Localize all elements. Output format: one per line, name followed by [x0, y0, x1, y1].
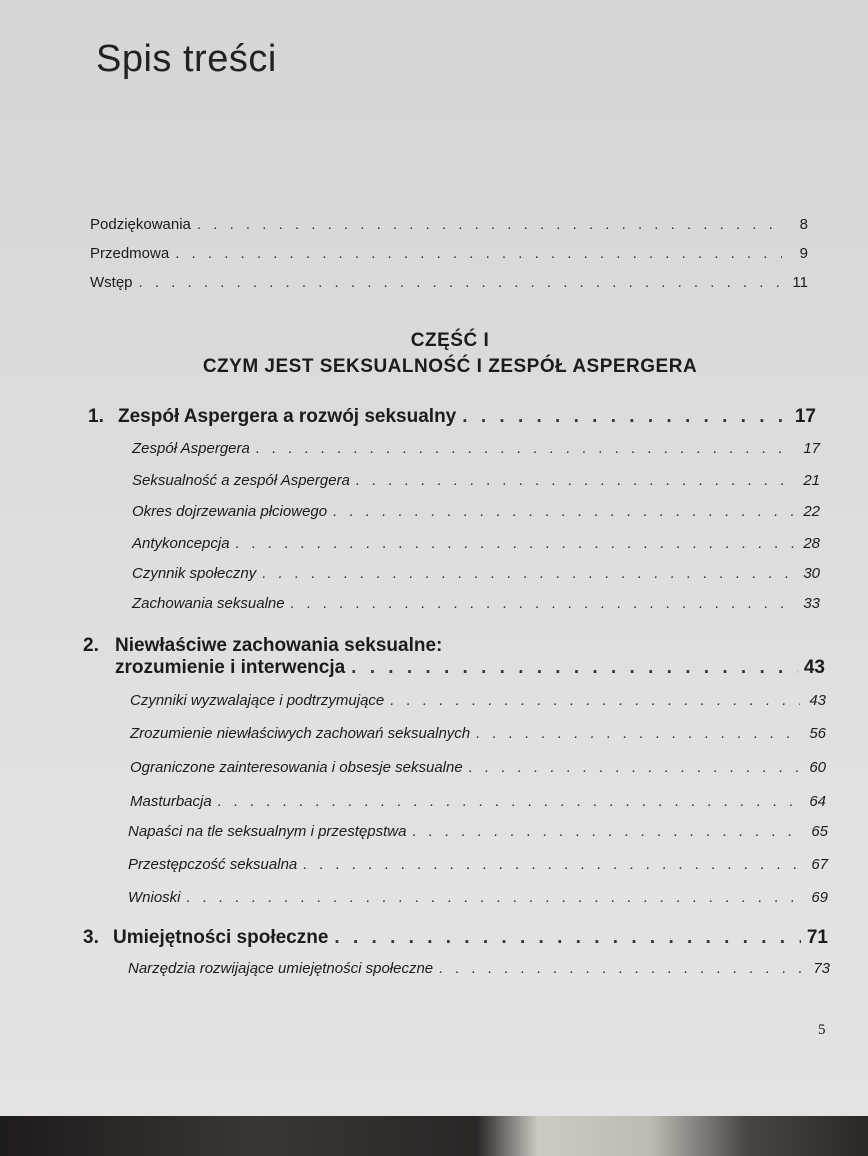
section-label: Ograniczone zainteresowania i obsesje seksualne — [130, 759, 463, 776]
part-label: CZĘŚĆ I — [410, 330, 490, 351]
chapter-number: 3. — [83, 927, 99, 948]
toc-chapter-3 — [83, 927, 828, 949]
section-label: Czynnik społeczny — [132, 565, 257, 582]
toc-entry-label: Podziękowania — [90, 216, 191, 233]
page-number: 5 — [818, 1022, 826, 1038]
toc-section — [132, 565, 820, 582]
toc-entry-page: 9 — [799, 245, 808, 262]
toc-chapter-2-title-line1 — [83, 635, 442, 657]
toc-entry-label: Wstęp — [90, 274, 133, 291]
toc-section — [130, 793, 826, 810]
section-page: 33 — [803, 595, 820, 612]
section-label: Antykoncepcja — [132, 535, 230, 552]
dot-leader — [476, 725, 800, 742]
toc-section — [128, 960, 830, 977]
section-page: 67 — [811, 856, 828, 873]
toc-section — [128, 823, 828, 840]
section-page: 64 — [809, 793, 826, 810]
chapter-title: Zespół Aspergera a rozwój seksualny — [118, 406, 457, 427]
chapter-title-line2: zrozumienie i interwencja — [115, 657, 346, 678]
section-label: Wnioski — [128, 889, 181, 906]
section-page: 17 — [803, 440, 820, 457]
section-page: 21 — [803, 472, 820, 489]
dot-leader — [390, 692, 800, 709]
dot-leader — [218, 793, 800, 810]
toc-section — [132, 472, 820, 489]
chapter-number: 2. — [83, 635, 99, 656]
section-page: 65 — [811, 823, 828, 840]
toc-entry-introduction — [90, 274, 808, 291]
dot-leader — [351, 657, 798, 679]
section-page: 56 — [809, 725, 826, 742]
section-page: 60 — [809, 759, 826, 776]
section-label: Przestępczość seksualna — [128, 856, 298, 873]
toc-chapter-2 — [115, 657, 825, 679]
toc-entry-page: 8 — [799, 216, 808, 233]
section-label: Zespół Aspergera — [132, 440, 250, 457]
page-title: Spis treści — [96, 38, 277, 80]
toc-section — [130, 725, 826, 742]
section-page: 22 — [803, 503, 820, 520]
toc-section — [132, 440, 820, 457]
toc-entry-foreword — [90, 245, 808, 262]
section-label: Okres dojrzewania płciowego — [132, 503, 328, 520]
dot-leader — [262, 565, 794, 582]
dot-leader — [412, 823, 802, 840]
chapter-title: Umiejętności społeczne — [113, 927, 329, 948]
dot-leader — [197, 216, 782, 233]
dot-leader — [439, 960, 804, 977]
section-label: Napaści na tle seksualnym i przestępstwa — [128, 823, 407, 840]
dot-leader — [291, 595, 794, 612]
dot-leader — [236, 535, 794, 552]
section-label: Zachowania seksualne — [132, 595, 285, 612]
dot-leader — [139, 274, 782, 291]
toc-section — [128, 889, 828, 906]
chapter-heading — [83, 927, 328, 949]
toc-entry-acknowledgements — [90, 216, 808, 233]
toc-chapter-1 — [88, 406, 816, 428]
toc-section — [132, 535, 820, 552]
section-page: 28 — [803, 535, 820, 552]
part-title: CZYM JEST SEKSUALNOŚĆ I ZESPÓŁ ASPERGERA — [202, 356, 698, 377]
section-page: 30 — [803, 565, 820, 582]
section-label: Masturbacja — [130, 793, 212, 810]
dot-leader — [187, 889, 802, 906]
dot-leader — [334, 927, 800, 949]
toc-entry-page: 11 — [792, 274, 808, 291]
dot-leader — [333, 503, 794, 520]
chapter-page: 71 — [806, 927, 828, 948]
toc-section — [130, 692, 826, 709]
toc-section — [130, 759, 826, 776]
toc-section — [128, 856, 828, 873]
section-label: Seksualność a zespół Aspergera — [132, 472, 350, 489]
chapter-page: 17 — [794, 406, 816, 427]
toc-section — [132, 503, 820, 520]
dot-leader — [462, 406, 789, 428]
section-label: Czynniki wyzwalające i podtrzymujące — [130, 692, 385, 709]
chapter-heading — [88, 406, 456, 428]
dot-leader — [175, 245, 782, 262]
section-page: 69 — [811, 889, 828, 906]
chapter-number: 1. — [88, 406, 104, 427]
dot-leader — [303, 856, 802, 873]
section-page: 73 — [813, 960, 830, 977]
dot-leader — [356, 472, 794, 489]
dot-leader — [256, 440, 794, 457]
background-surface — [0, 1116, 868, 1156]
dot-leader — [469, 759, 800, 776]
chapter-title-line1: Niewłaściwe zachowania seksualne: — [115, 635, 443, 656]
toc-entry-label: Przedmowa — [90, 245, 170, 262]
section-label: Zrozumienie niewłaściwych zachowań seksualnych — [130, 725, 471, 742]
toc-section — [132, 595, 820, 612]
section-page: 43 — [809, 692, 826, 709]
chapter-page: 43 — [803, 657, 825, 678]
section-label: Narzędzia rozwijające umiejętności społeczne — [128, 960, 434, 977]
